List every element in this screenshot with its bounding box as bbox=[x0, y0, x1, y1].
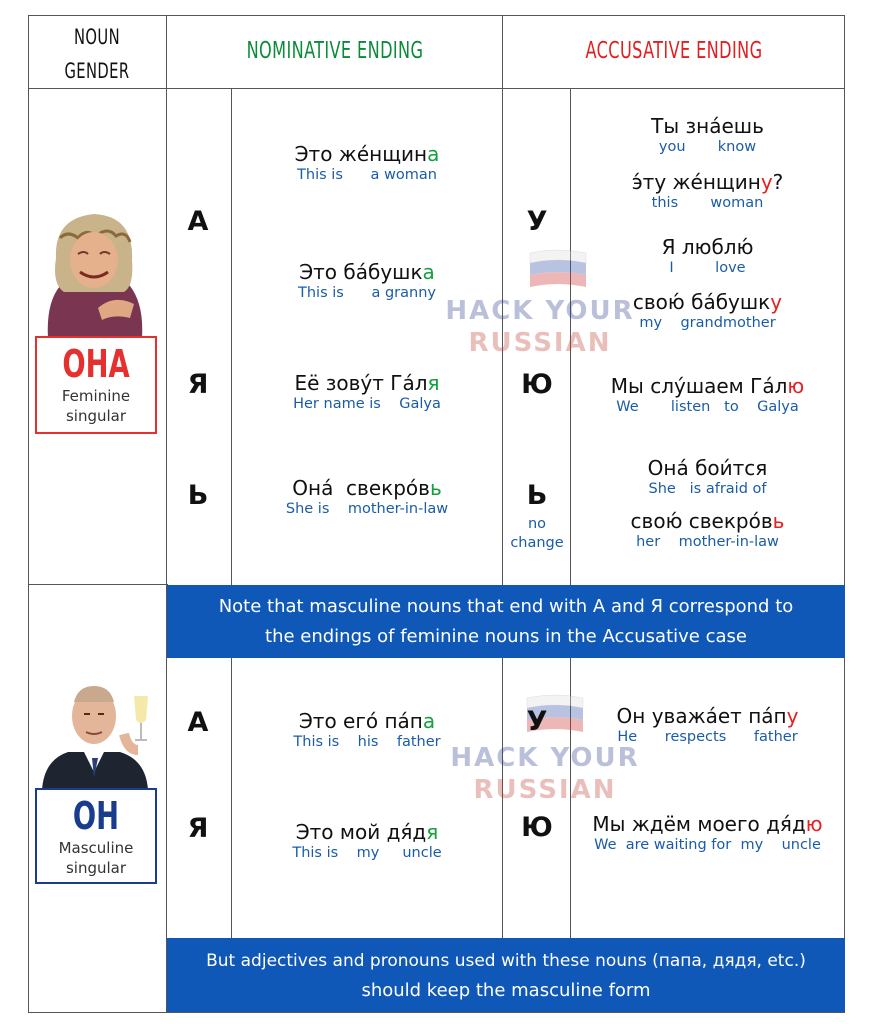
translation: She is afraid of bbox=[648, 481, 767, 497]
no-change-line2: change bbox=[510, 535, 564, 551]
header-gender-line2: GENDER bbox=[64, 59, 130, 83]
nom-example bbox=[232, 142, 502, 184]
masculine-pronoun-box bbox=[35, 788, 157, 884]
nom-example bbox=[232, 709, 502, 751]
translation: This is a woman bbox=[297, 167, 437, 183]
translation: Her name is Galya bbox=[293, 396, 441, 412]
translation: This is his father bbox=[293, 734, 441, 750]
russian-sentence: э́ту же́нщину? bbox=[631, 170, 784, 194]
note-line2: the endings of feminine nouns in the Accusative case bbox=[265, 626, 747, 647]
singular-label: singular bbox=[65, 407, 127, 425]
acc-example bbox=[571, 235, 844, 277]
russian-sentence: Она́ свекро́вь bbox=[292, 476, 442, 500]
watermark-line2: RUSSIAN bbox=[473, 775, 617, 805]
translation: We are waiting for my uncle bbox=[594, 837, 821, 853]
russian-sentence: Это его́ па́па bbox=[298, 709, 436, 733]
watermark-line1: HACK YOUR bbox=[445, 296, 635, 326]
singular-label: singular bbox=[65, 859, 127, 877]
note-adjectives bbox=[167, 938, 845, 1012]
watermark-line1: HACK YOUR bbox=[450, 743, 640, 773]
acc-letter-soft-sign: Ь bbox=[526, 480, 548, 511]
translation: this woman bbox=[651, 195, 764, 211]
note-masculine-endings bbox=[167, 585, 845, 658]
acc-example bbox=[571, 509, 844, 551]
acc-letter-yu: Ю bbox=[521, 369, 553, 400]
translation: She is mother-in-law bbox=[285, 501, 449, 517]
acc-example bbox=[571, 374, 844, 416]
translation: I love bbox=[669, 260, 746, 276]
russian-sentence: Она́ бои́тся bbox=[647, 456, 768, 480]
acc-example bbox=[571, 704, 844, 746]
header-noun-gender bbox=[45, 20, 150, 88]
header-accusative: ACCUSATIVE ENDING bbox=[585, 38, 763, 64]
translation: This is my uncle bbox=[292, 845, 442, 861]
russian-sentence: Мы слу́шаем Га́лю bbox=[610, 374, 805, 398]
man-with-wine-illustration bbox=[38, 668, 160, 790]
russian-sentence: Я люблю́ bbox=[661, 235, 754, 259]
watermark-line2: RUSSIAN bbox=[468, 328, 612, 358]
nom-example bbox=[232, 476, 502, 518]
russian-sentence: свою́ свекро́вь bbox=[630, 509, 785, 533]
russian-sentence: Он уважа́ет па́пу bbox=[616, 704, 799, 728]
russian-sentence: Мы ждём моего дя́дю bbox=[592, 812, 823, 836]
acc-example bbox=[571, 114, 844, 156]
translation: He respects father bbox=[617, 729, 798, 745]
watermark-text bbox=[445, 742, 645, 806]
nom-example bbox=[232, 260, 502, 302]
acc-letter-u: У bbox=[526, 206, 548, 237]
russian-sentence: свою́ ба́бушку bbox=[632, 290, 783, 314]
feminine-label: Feminine bbox=[61, 387, 131, 405]
ending-letter-soft-sign: Ь bbox=[187, 480, 209, 511]
note-line1: But adjectives and pronouns used with these nouns (папа, дядя, etc.) bbox=[206, 951, 806, 971]
acc-example bbox=[571, 456, 844, 498]
header-nominative: NOMINATIVE ENDING bbox=[246, 38, 424, 64]
no-change-note bbox=[504, 515, 570, 553]
note-line2: should keep the masculine form bbox=[361, 980, 651, 1001]
acc-example bbox=[571, 170, 844, 212]
translation: you know bbox=[658, 139, 757, 155]
translation: her mother-in-law bbox=[636, 534, 779, 550]
acc-letter-yu: Ю bbox=[521, 812, 553, 843]
russian-sentence: Это ба́бушка bbox=[299, 260, 435, 284]
nom-example bbox=[232, 820, 502, 862]
russian-sentence: Ты зна́ешь bbox=[651, 114, 764, 138]
russian-sentence: Это же́нщина bbox=[294, 142, 440, 166]
russian-sentence: Это мой дя́дя bbox=[295, 820, 439, 844]
translation: my grandmother bbox=[639, 315, 776, 331]
russian-sentence: Её зову́т Га́ля bbox=[294, 371, 440, 395]
header-gender-line1: NOUN bbox=[74, 25, 120, 49]
feminine-pronoun-box bbox=[35, 336, 157, 434]
translation: This is a granny bbox=[298, 285, 436, 301]
acc-example bbox=[571, 812, 844, 854]
acc-letter-u: У bbox=[526, 706, 548, 737]
acc-example bbox=[571, 290, 844, 332]
pronoun-on: ОН bbox=[72, 794, 120, 838]
translation: We listen to Galya bbox=[616, 399, 799, 415]
ending-letter-ya: Я bbox=[187, 813, 209, 844]
ending-letter-a: А bbox=[187, 206, 209, 237]
masculine-label: Masculine bbox=[58, 839, 134, 857]
pronoun-ona: ОНА bbox=[62, 342, 130, 386]
nom-example bbox=[232, 371, 502, 413]
ending-letter-ya: Я bbox=[187, 369, 209, 400]
ending-letter-a: А bbox=[187, 707, 209, 738]
grandmother-illustration bbox=[38, 208, 150, 338]
note-line1: Note that masculine nouns that end with А and Я correspond to bbox=[218, 596, 794, 617]
no-change-line1: no bbox=[527, 516, 547, 532]
